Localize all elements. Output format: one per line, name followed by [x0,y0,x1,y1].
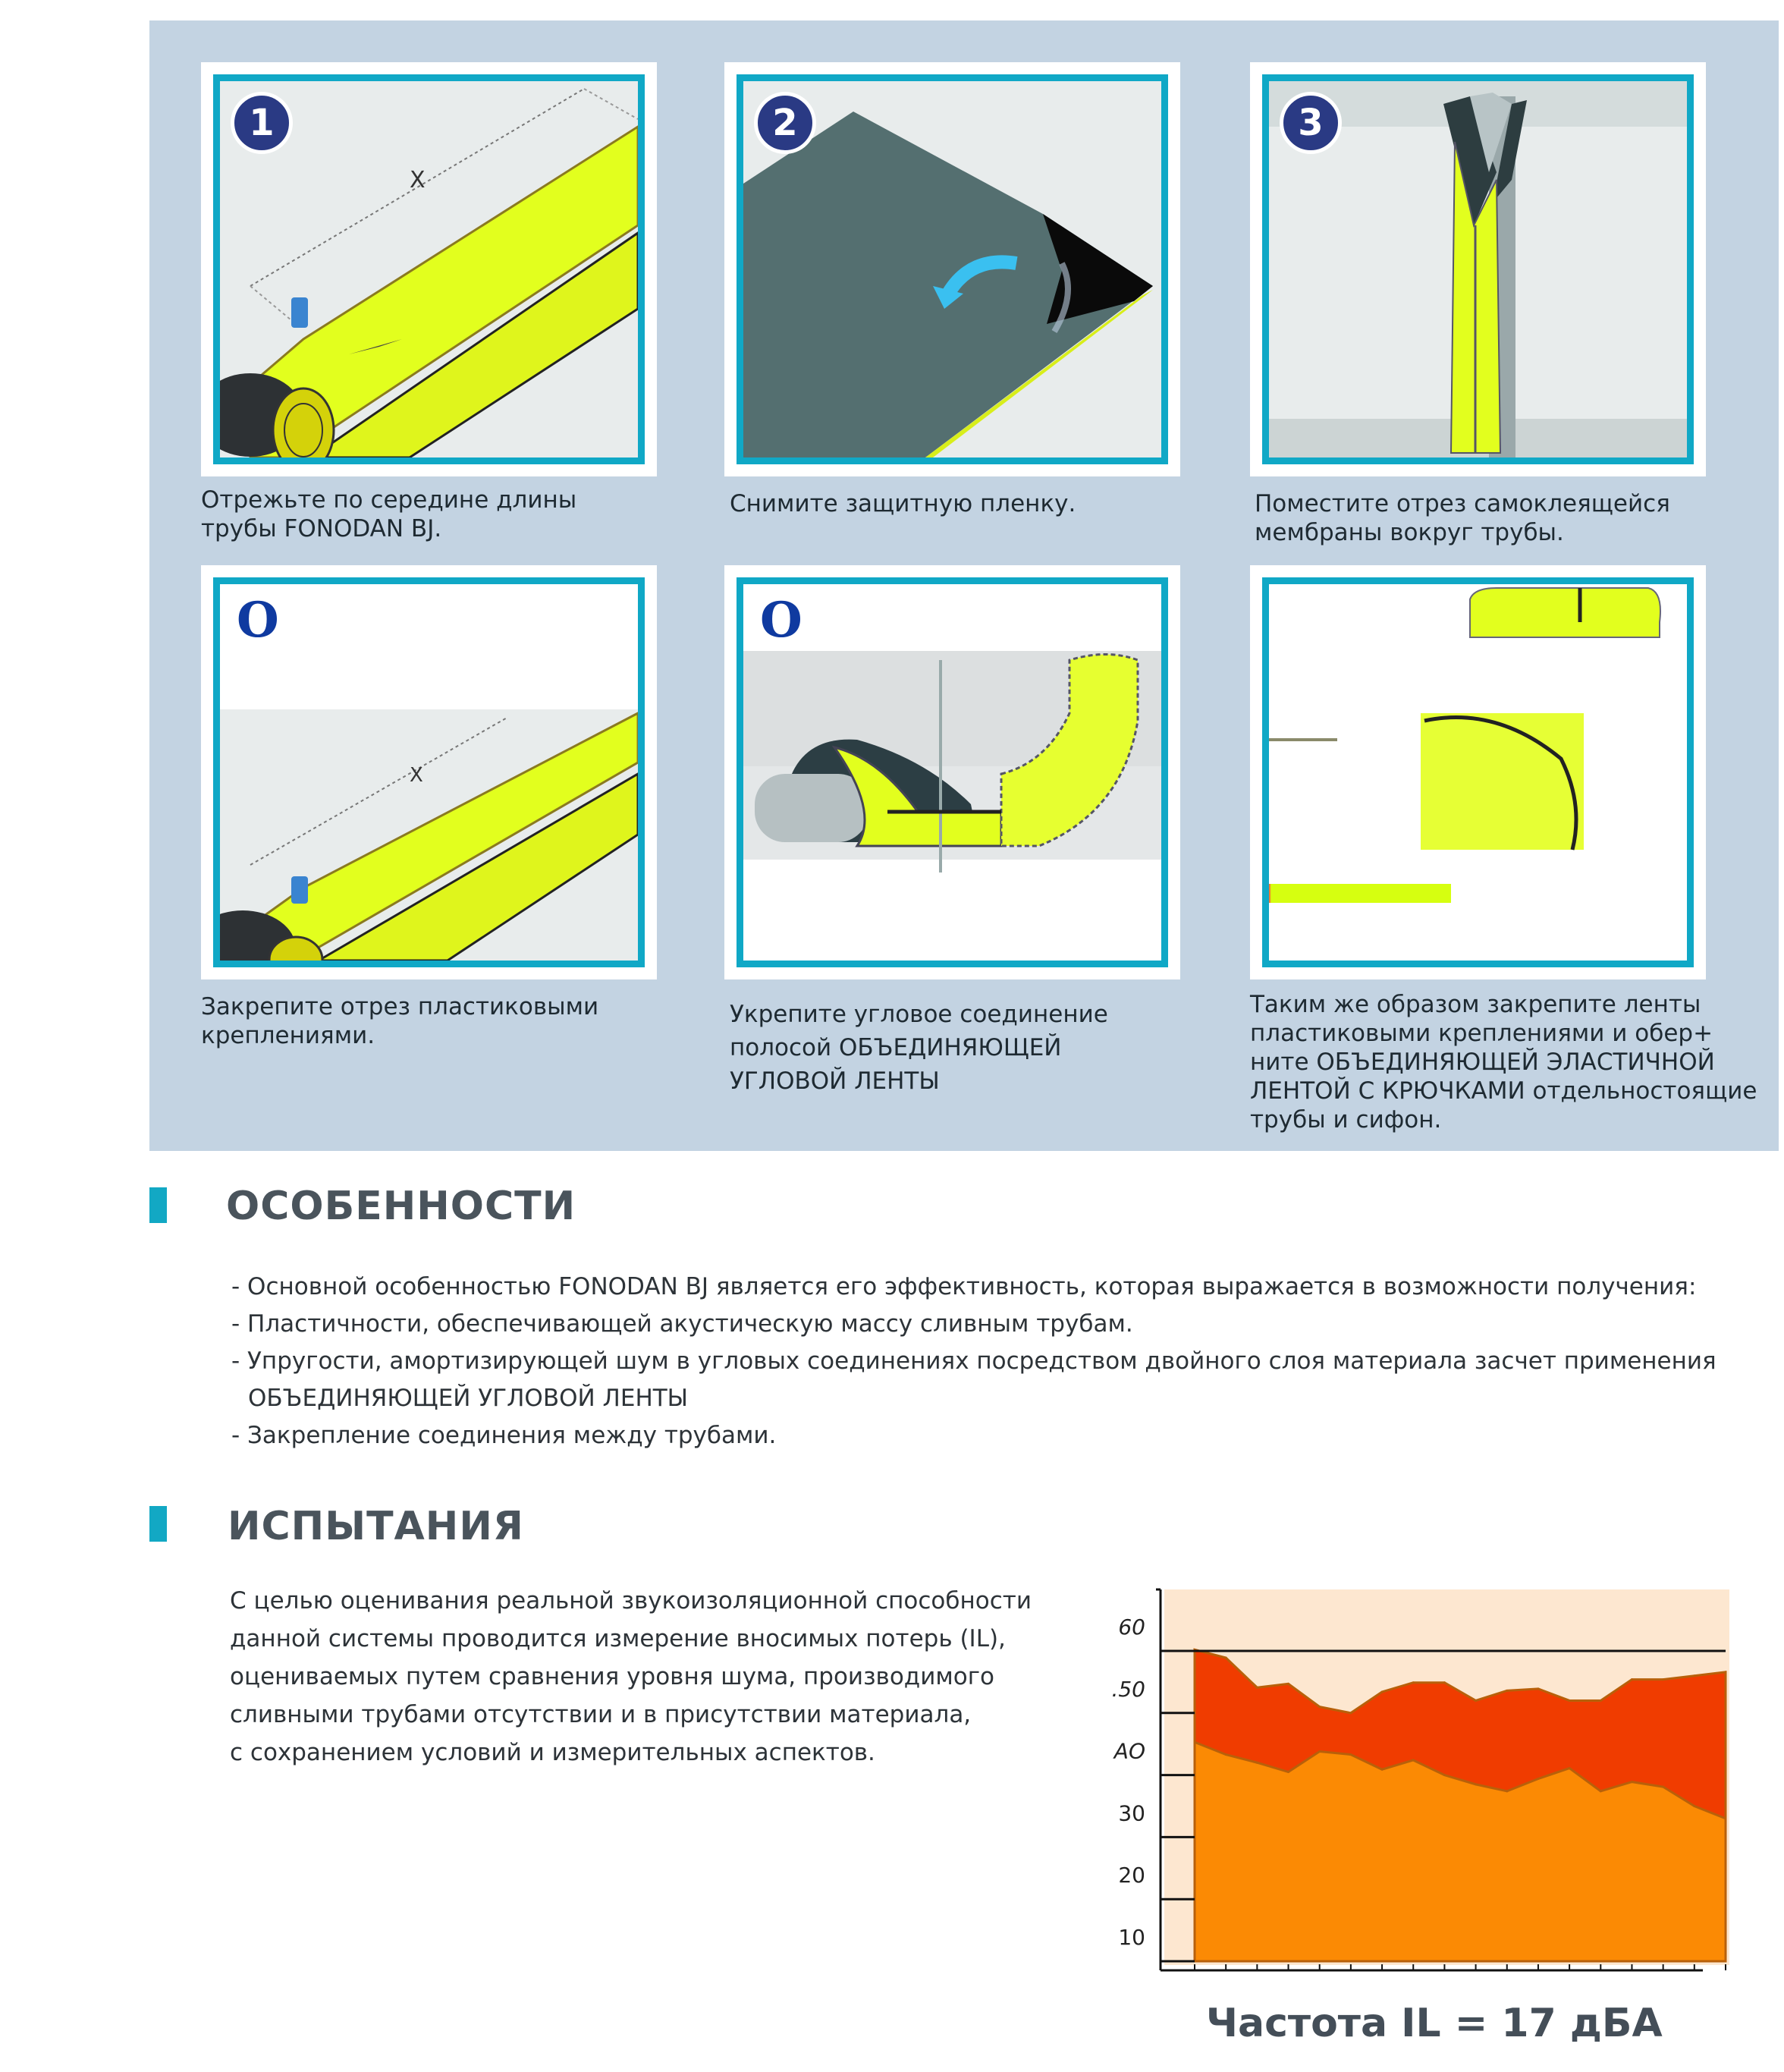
step-badge: O [760,592,802,649]
caption-line: Закрепите отрез пластиковыми [201,993,599,1020]
upper-point [1693,1674,1695,1677]
step-3-caption [1255,489,1670,547]
step-5-frame [724,565,1180,979]
lower-point [1725,1817,1727,1819]
step-badge: 3 [1280,92,1342,154]
lower-point [1381,1769,1384,1771]
paragraph-line: данной системы проводится измерение вносимых потерь (IL), [230,1625,1006,1652]
step-badge: 1 [231,92,293,154]
caption-line: ЛЕНТОЙ С КРЮЧКАМИ отдельностоящие [1250,1077,1757,1105]
features-title: ОСОБЕННОСТИ [226,1184,576,1229]
paragraph-line: С целью оценивания реальной звукоизоляционной способности [230,1587,1032,1615]
step-2-frame [724,62,1180,476]
upper-point [1631,1678,1633,1681]
step-badge: 2 [754,92,816,154]
lower-point [1537,1778,1539,1780]
step-6-frame [1250,565,1706,979]
step-badge: O [237,592,279,649]
step-4-image [213,577,645,967]
lower-point [1662,1786,1664,1788]
step-4-frame [201,565,657,979]
lower-point [1443,1774,1446,1776]
caption-line: полосой ОБЪЕДИНЯЮЩЕЙ [730,1034,1062,1061]
upper-point [1412,1681,1415,1684]
step-1-caption [201,486,576,543]
upper-point [1569,1699,1571,1702]
tests-title: ИСПЫТАНИЯ [228,1504,524,1549]
step-3-frame [1250,62,1706,476]
features-list [231,1269,1716,1454]
paragraph-line: с сохранением условий и измерительных аспектов. [230,1739,875,1766]
corner-joint-illustration [743,584,1161,961]
fasten-illustration [220,584,638,961]
il-chart [1107,1578,1737,1988]
y-tick-label: 30 [1118,1800,1145,1826]
section-marker [149,1506,167,1542]
step-1-frame [201,62,657,476]
caption-line: Укрепите угловое соединение [730,1001,1108,1028]
upper-point [1349,1712,1352,1714]
caption-line: Таким же образом закрепите ленты [1250,991,1701,1018]
step-2-caption [730,489,1076,518]
upper-point [1318,1706,1321,1708]
lower-point [1349,1753,1352,1756]
caption-line: пластиковыми креплениями и обер+ [1250,1020,1713,1047]
step-5-image [737,577,1168,967]
step-6-caption [1250,990,1757,1134]
section-marker [149,1187,167,1223]
y-tick-label: 60 [1118,1615,1145,1640]
list-item-continuation: ОБЪЕДИНЯЮЩЕЙ УГЛОВОЙ ЛЕНТЫ [248,1385,689,1412]
list-item: - Пластичности, обеспечивающей акустическую массу сливным трубам. [231,1310,1133,1338]
lower-point [1225,1753,1227,1756]
paragraph-line: сливными трубами отсутствии и в присутствии материала, [230,1701,972,1728]
step-3-image [1262,74,1694,464]
step-1-image [213,74,645,464]
caption-line: Отрежьте по середине длины [201,486,577,514]
list-item: - Упругости, амортизирующей шум в угловых соединениях посредством двойного слоя материала засчет применения [231,1347,1716,1375]
upper-point [1287,1683,1289,1685]
y-tick-label: 20 [1118,1863,1145,1888]
upper-point [1443,1681,1446,1684]
lower-point [1693,1805,1695,1807]
tests-paragraph [230,1582,1032,1772]
caption-line: Поместите отрез самоклеящейся [1255,490,1670,517]
siphon-illustration [1269,584,1687,961]
lower-point [1318,1750,1321,1753]
y-tick-label: 10 [1118,1925,1145,1950]
lower-point [1506,1790,1508,1792]
step-5-caption [730,998,1108,1098]
dimension-label: X [410,764,423,787]
caption-line: УГЛОВОЙ ЛЕНТЫ [730,1067,940,1095]
caption-line: креплениями. [201,1022,375,1049]
list-item: - Основной особенностью FONODAN BJ является его эффективность, которая выражается в возможности получения: [231,1273,1697,1300]
upper-point [1225,1656,1227,1659]
y-tick-label: .50 [1111,1676,1145,1702]
y-tick-label: AO [1113,1738,1145,1764]
chart-title: Частота IL = 17 дБА [1206,2001,1663,2046]
caption-line: трубы и сифон. [1250,1106,1442,1133]
lower-point [1600,1790,1602,1792]
lower-point [1194,1741,1196,1743]
step-6-image [1262,577,1694,967]
upper-point [1475,1699,1477,1702]
upper-point [1256,1687,1258,1689]
upper-point [1506,1690,1508,1692]
upper-point [1381,1690,1384,1693]
upper-point [1725,1671,1727,1673]
lower-point [1475,1783,1477,1785]
caption-line: трубы FONODAN BJ. [201,515,442,542]
paragraph-line: оцениваемых путем сравнения уровня шума, производимого [230,1663,994,1690]
lower-point [1287,1771,1289,1773]
caption-line: ните ОБЪЕДИНЯЮЩЕЙ ЭЛАСТИЧНОЙ [1250,1049,1715,1076]
step-2-image [737,74,1168,464]
upper-point [1537,1687,1539,1690]
caption-line: мембраны вокруг трубы. [1255,519,1564,546]
lower-point [1569,1767,1571,1769]
lower-point [1256,1762,1258,1764]
dimension-label: X [410,167,426,193]
upper-point [1600,1699,1602,1702]
lower-point [1412,1759,1415,1761]
caption-line: Снимите защитную пленку. [730,490,1076,517]
list-item: - Закрепление соединения между трубами. [231,1422,777,1449]
upper-point [1662,1678,1664,1681]
lower-point [1631,1781,1633,1783]
step-4-caption [201,992,598,1050]
